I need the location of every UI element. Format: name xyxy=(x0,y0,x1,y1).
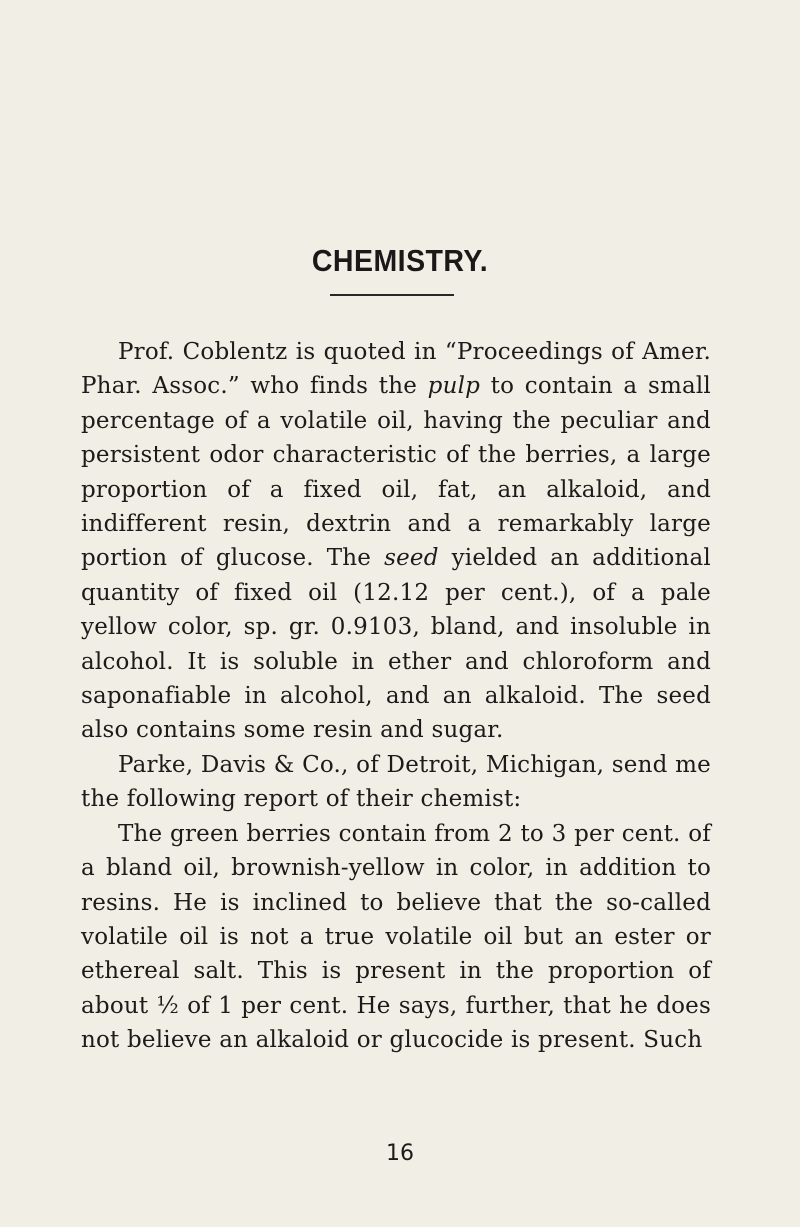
page-number: 16 xyxy=(386,1141,414,1166)
body-text xyxy=(81,335,711,1058)
pulp-emphasis: pulp xyxy=(427,373,481,400)
seed-emphasis: seed xyxy=(384,545,439,572)
heading-rule xyxy=(330,294,454,296)
paragraph-3: The green berries contain from 2 to 3 per cent. of a bland oil, brownish-yellow in color, in addition to resins. He is inclined to believe that the so-called volatile oil is not a true volatile oil but an ester or ethereal salt. This is present in the proportion of about ½ of 1 per cent. He says, further, that he does not believe an alkaloid or glucocide is present. Such xyxy=(81,820,711,1054)
paragraph-2: Parke, Davis & Co., of Detroit, Michigan, send me the following report of their chemist: xyxy=(81,751,711,813)
paragraph-1-part-3: yielded an additional quantity of fixed oil (12.12 per cent.), of a pale yellow color, sp. gr. 0.9103, bland, and insoluble in alcohol. It is soluble in ether and chloroform and saponafiable in alcohol, and an alkaloid. The seed also contains some resin and sugar. xyxy=(81,545,711,744)
paragraph-1-part-2: to contain a small percentage of a volatile oil, having the peculiar and persistent odor characteristic of the berries, a large proportion of a fixed oil, fat, an alkaloid, and indifferent resin, dextrin and a remarkably large portion of glucose. The xyxy=(81,373,711,572)
paragraph-1-part-1: Prof. Coblentz is quoted in “Proceedings of Amer. Phar. Assoc.” who finds the xyxy=(81,339,711,400)
paragraph-1 xyxy=(81,335,711,748)
chapter-heading: CHEMISTRY. xyxy=(311,243,489,278)
